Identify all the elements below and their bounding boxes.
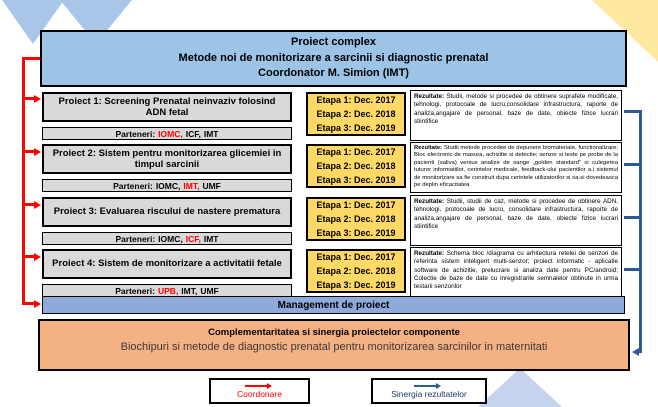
- partner-label: UMF: [202, 180, 221, 191]
- results-label: Rezultate:: [414, 250, 445, 257]
- stage-line: Etapa 2: Dec. 2018: [316, 266, 396, 276]
- project-3-title: Proiect 3: Evaluarea riscului de nastere prematura: [53, 206, 281, 218]
- partner-label: IOMC,: [158, 233, 183, 244]
- partner-label: ICF,: [185, 128, 201, 139]
- stage-line: Etapa 1: Dec. 2017: [316, 95, 396, 105]
- project-row-3: [0, 196, 658, 248]
- stage-line: Etapa 1: Dec. 2017: [316, 147, 396, 157]
- stage-line: Etapa 1: Dec. 2017: [316, 200, 396, 210]
- partner-label: UMF: [200, 285, 219, 296]
- project-4-title: Proiect 4: Sistem de monitorizare a activitatii fetale: [52, 258, 282, 270]
- stage-line: Etapa 2: Dec. 2018: [316, 214, 396, 224]
- synergy-line2: Biochipuri si metode de diagnostic prenatal pentru monitorizarea sarcinilor in maternitati: [120, 341, 548, 353]
- title-line2: Metode noi de monitorizare a sarcinii si diagnostic prenatal: [178, 51, 489, 64]
- project-2-partners-box: [42, 179, 292, 192]
- stage-line: Etapa 3: Dec. 2019: [316, 175, 396, 185]
- stage-line: Etapa 1: Dec. 2017: [316, 252, 396, 262]
- management-bar: [42, 296, 625, 314]
- stage-line: Etapa 3: Dec. 2019: [316, 280, 396, 290]
- partner-label: UPB,: [157, 285, 179, 296]
- partners-prefix: Parteneri:: [115, 285, 155, 296]
- project-1-results-box: [410, 90, 622, 141]
- title-line1: Proiect complex: [291, 35, 376, 48]
- project-3-title-box: [42, 197, 292, 227]
- project-3-results-box: [410, 195, 622, 246]
- project-4-title-box: [42, 249, 292, 279]
- results-label: Rezultate:: [414, 145, 443, 151]
- coordonare-line: [22, 302, 34, 305]
- project-4-results-box: [410, 247, 622, 298]
- project-row-2: [0, 143, 658, 195]
- partner-label: IMT,: [183, 180, 200, 191]
- legend-sinergia: [371, 378, 487, 404]
- legend-sinergia-label: Sinergia rezultatelor: [391, 388, 467, 399]
- results-text: Studii, studii de caz, metode si procedee de obtinere ADN, tehnologi, protocoale de lucru, consolidare infrastructura, raporte de analiza,angajare de personal, baze de date, obiecte fizice lucrari stiintifice: [414, 198, 619, 230]
- project-2-title: Proiect 2: Sistem pentru monitorizarea glicemiei in timpul sarcinii: [52, 147, 282, 170]
- partner-label: ICF,: [185, 233, 201, 244]
- project-row-4: [0, 248, 658, 300]
- partner-label: IOMC,: [155, 180, 181, 191]
- project-1-partners-box: [42, 127, 292, 140]
- partner-label: IOMC,: [158, 128, 183, 139]
- synergy-line1: Complementaritatea si sinergia proiectelor componente: [208, 327, 460, 338]
- management-label: Management de proiect: [277, 299, 390, 311]
- project-row-1: [0, 91, 658, 143]
- results-label: Rezultate:: [414, 198, 445, 205]
- project-3-stages-box: [306, 197, 406, 241]
- stage-line: Etapa 3: Dec. 2019: [316, 228, 396, 238]
- partners-prefix: Parteneri:: [115, 128, 156, 139]
- project-2-stages-box: [306, 144, 406, 188]
- legend-coordonare: [209, 378, 310, 404]
- partners-prefix: Parteneri:: [115, 233, 156, 244]
- project-2-results-box: [410, 142, 622, 193]
- sinergia-arrow-icon: [414, 384, 444, 388]
- title-line3: Coordonator M. Simion (IMT): [258, 67, 409, 80]
- partner-label: IMT: [203, 128, 219, 139]
- bottom-triangle-decoration: [478, 368, 562, 407]
- partners-prefix: Parteneri:: [113, 180, 153, 191]
- project-3-partners-box: [42, 232, 292, 245]
- stage-line: Etapa 2: Dec. 2018: [316, 161, 396, 171]
- stage-line: Etapa 2: Dec. 2018: [316, 109, 396, 119]
- project-1-title: Proiect 1: Screening Prenatal neinvaziv folosind ADN fetal: [58, 95, 276, 118]
- project-1-title-box: [42, 92, 292, 122]
- partner-label: IMT: [203, 233, 219, 244]
- project-2-title-box: [42, 144, 292, 174]
- coordonare-line: [22, 57, 40, 60]
- partner-label: IMT,: [181, 285, 198, 296]
- project-complex-title-box: [40, 30, 627, 87]
- stage-line: Etapa 3: Dec. 2019: [316, 123, 396, 133]
- legend-coordonare-label: Coordonare: [237, 388, 282, 399]
- project-1-stages-box: [306, 92, 406, 136]
- results-text: Schema bloc /diagrama cu arhitectura retelei de senzori de referinta sistem inteligent multi-senzor; proiect informatic - aplicatie software de achizitie, prelucrare si analiza date pentru PC/android; Colectie de baze de date cu inregistrarile semnalelor obtinute in urma testarii senzorilor: [414, 250, 619, 291]
- results-text: Studii metode procedee de depunere biomateriale, functionalizare; Bloc electronic de masura, achizitie si detectie; senzor si teste pe probe de la pacienti (saliva) versus analize de sange „golden standard” si culegerea tuturor informatiilor, cerintelor medicale, feedback-ului pacientilor a.i sistemul de monitorizare sa fie construit dupa cerintele utilizatorilor si sa-si dovedeasca pe deplin eficacitatea: [414, 145, 618, 188]
- project-4-stages-box: [306, 249, 406, 293]
- synergy-box: [38, 319, 630, 371]
- results-text: Studii, metode si procedee de obtinere suprafete modificate, tehnologi, protocoale de lucru,consolidare infrastructura, raporte de analiza,angajare de personal, baze de date, obiecte fizice lucrari stiintifice: [414, 93, 618, 125]
- coordonare-arrow-icon: [245, 384, 275, 388]
- results-label: Rezultate:: [414, 93, 445, 100]
